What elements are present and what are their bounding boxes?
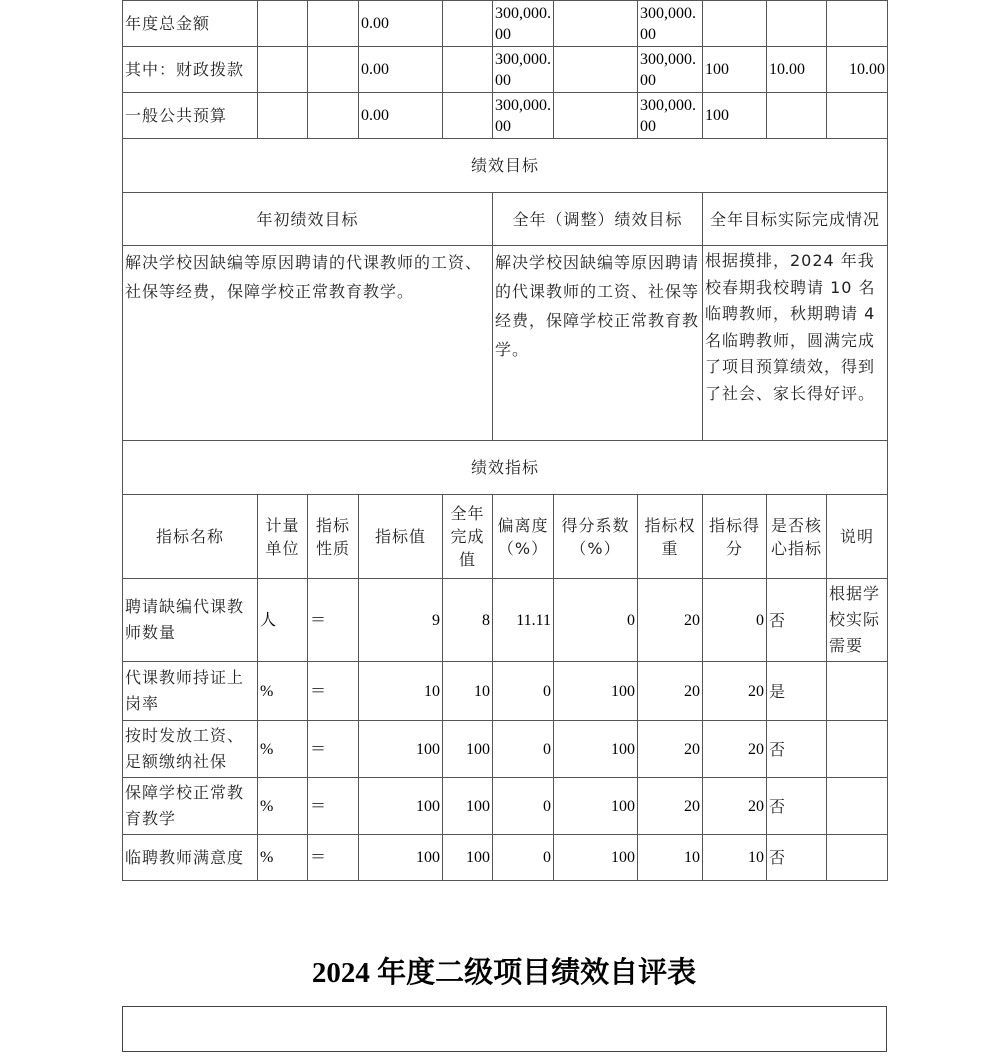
indicator-weight-cell: 20: [638, 579, 703, 662]
indicator-name-cell: 临聘教师满意度: [123, 835, 258, 881]
indicator-core-cell: 是: [767, 662, 827, 721]
budget-cell: [554, 47, 638, 93]
budget-cell: [443, 47, 493, 93]
indicator-nature-cell: ＝: [308, 778, 359, 835]
indicator-deviation-cell: 0: [493, 778, 554, 835]
indicator-core-cell: 否: [767, 721, 827, 778]
indicator-weight-cell: 10: [638, 835, 703, 881]
indicator-unit-cell: %: [258, 778, 308, 835]
budget-cell: [308, 1, 359, 47]
indicators-section-title: 绩效指标: [123, 441, 888, 495]
indicator-weight-cell: 20: [638, 662, 703, 721]
indicator-coef-cell: 100: [554, 721, 638, 778]
indicator-header-cell: 指标权重: [638, 495, 703, 579]
budget-cell: [827, 93, 888, 139]
indicator-row: [123, 778, 888, 835]
indicator-weight-cell: 20: [638, 778, 703, 835]
budget-cell: [258, 47, 308, 93]
goals-header-adjusted: 全年（调整）绩效目标: [493, 193, 703, 246]
indicator-deviation-cell: 0: [493, 662, 554, 721]
indicator-core-cell: 否: [767, 579, 827, 662]
indicator-coef-cell: 0: [554, 579, 638, 662]
indicator-target-cell: 9: [359, 579, 443, 662]
indicator-row: [123, 579, 888, 662]
indicator-row: [123, 721, 888, 778]
indicator-actual-cell: 100: [443, 721, 493, 778]
indicator-coef-cell: 100: [554, 835, 638, 881]
goals-header-row: [123, 193, 888, 246]
indicator-target-cell: 100: [359, 835, 443, 881]
indicator-header-cell: 指标得分: [703, 495, 767, 579]
indicators-section-row: [123, 441, 888, 495]
budget-cell: 0.00: [359, 1, 443, 47]
indicator-score-cell: 20: [703, 721, 767, 778]
goals-header-initial: 年初绩效目标: [123, 193, 493, 246]
indicator-actual-cell: 100: [443, 835, 493, 881]
indicator-header-cell: 得分系数（%）: [554, 495, 638, 579]
indicator-header-cell: 指标性质: [308, 495, 359, 579]
indicator-unit-cell: %: [258, 721, 308, 778]
indicator-name-cell: 聘请缺编代课教师数量: [123, 579, 258, 662]
indicator-deviation-cell: 11.11: [493, 579, 554, 662]
budget-cell: 300,000.00: [493, 1, 554, 47]
budget-cell: [443, 1, 493, 47]
budget-cell: 0.00: [359, 47, 443, 93]
indicator-header-cell: 全年完成值: [443, 495, 493, 579]
indicator-coef-cell: 100: [554, 778, 638, 835]
indicator-unit-cell: %: [258, 835, 308, 881]
budget-cell: [554, 1, 638, 47]
indicator-header-cell: 是否核心指标: [767, 495, 827, 579]
indicator-nature-cell: ＝: [308, 721, 359, 778]
indicator-target-cell: 10: [359, 662, 443, 721]
budget-cell: [308, 47, 359, 93]
goal-initial-text: 解决学校因缺编等原因聘请的代课教师的工资、社保等经费，保障学校正常教育教学。: [123, 246, 493, 441]
indicator-note-cell: [827, 835, 888, 881]
indicator-header-cell: 计量单位: [258, 495, 308, 579]
indicators-header-row: [123, 495, 888, 579]
budget-cell: [554, 93, 638, 139]
goal-adjusted-text: 解决学校因缺编等原因聘请的代课教师的工资、社保等经费，保障学校正常教育教学。: [493, 246, 703, 441]
indicator-note-cell: [827, 721, 888, 778]
indicator-nature-cell: ＝: [308, 579, 359, 662]
budget-cell: [443, 93, 493, 139]
indicator-actual-cell: 10: [443, 662, 493, 721]
indicator-nature-cell: ＝: [308, 835, 359, 881]
indicator-target-cell: 100: [359, 721, 443, 778]
budget-cell: 10.00: [827, 47, 888, 93]
budget-row-label: 年度总金额: [123, 1, 258, 47]
budget-cell: [767, 1, 827, 47]
indicator-weight-cell: 20: [638, 721, 703, 778]
budget-row: [123, 1, 888, 47]
goal-actual-text: 根据摸排，2024 年我校春期我校聘请 10 名临聘教师，秋期聘请 4 名临聘教师，圆满完成了项目预算绩效，得到了社会、家长得好评。: [703, 246, 888, 441]
indicator-core-cell: 否: [767, 778, 827, 835]
next-form-table: [122, 1006, 887, 1052]
indicator-name-cell: 保障学校正常教育教学: [123, 778, 258, 835]
budget-cell: 300,000.00: [638, 93, 703, 139]
indicator-row: [123, 662, 888, 721]
goals-section-title: 绩效目标: [123, 139, 888, 193]
indicator-deviation-cell: 0: [493, 721, 554, 778]
goals-section-row: [123, 139, 888, 193]
indicator-header-cell: 指标值: [359, 495, 443, 579]
indicator-header-cell: 指标名称: [123, 495, 258, 579]
budget-cell: 300,000.00: [493, 47, 554, 93]
indicator-unit-cell: %: [258, 662, 308, 721]
indicator-row: [123, 835, 888, 881]
indicator-actual-cell: 8: [443, 579, 493, 662]
indicator-core-cell: 否: [767, 835, 827, 881]
indicator-coef-cell: 100: [554, 662, 638, 721]
budget-cell: 300,000.00: [638, 47, 703, 93]
indicator-header-cell: 偏离度（%）: [493, 495, 554, 579]
performance-table: [122, 0, 888, 881]
budget-row: [123, 93, 888, 139]
budget-cell: [258, 1, 308, 47]
budget-cell: [308, 93, 359, 139]
budget-row-label: 其中：财政拨款: [123, 47, 258, 93]
budget-cell: 300,000.00: [638, 1, 703, 47]
budget-cell: 100: [703, 47, 767, 93]
budget-cell: [258, 93, 308, 139]
budget-cell: 100: [703, 93, 767, 139]
budget-cell: 10.00: [767, 47, 827, 93]
indicator-actual-cell: 100: [443, 778, 493, 835]
indicator-score-cell: 20: [703, 778, 767, 835]
indicator-score-cell: 10: [703, 835, 767, 881]
goals-header-actual: 全年目标实际完成情况: [703, 193, 888, 246]
indicator-header-cell: 说明: [827, 495, 888, 579]
budget-cell: [827, 1, 888, 47]
indicator-score-cell: 0: [703, 579, 767, 662]
indicator-note-cell: [827, 662, 888, 721]
indicator-score-cell: 20: [703, 662, 767, 721]
indicator-deviation-cell: 0: [493, 835, 554, 881]
budget-cell: [767, 93, 827, 139]
budget-row: [123, 47, 888, 93]
budget-cell: [703, 1, 767, 47]
indicator-target-cell: 100: [359, 778, 443, 835]
budget-cell: 300,000.00: [493, 93, 554, 139]
next-form-title: 2024 年度二级项目绩效自评表: [311, 957, 697, 989]
indicator-name-cell: 代课教师持证上岗率: [123, 662, 258, 721]
budget-cell: 0.00: [359, 93, 443, 139]
goals-content-row: [123, 246, 888, 441]
indicator-nature-cell: ＝: [308, 662, 359, 721]
indicator-unit-cell: 人: [258, 579, 308, 662]
indicator-note-cell: [827, 778, 888, 835]
budget-row-label: 一般公共预算: [123, 93, 258, 139]
indicator-note-cell: 根据学校实际需要: [827, 579, 888, 662]
indicator-name-cell: 按时发放工资、足额缴纳社保: [123, 721, 258, 778]
